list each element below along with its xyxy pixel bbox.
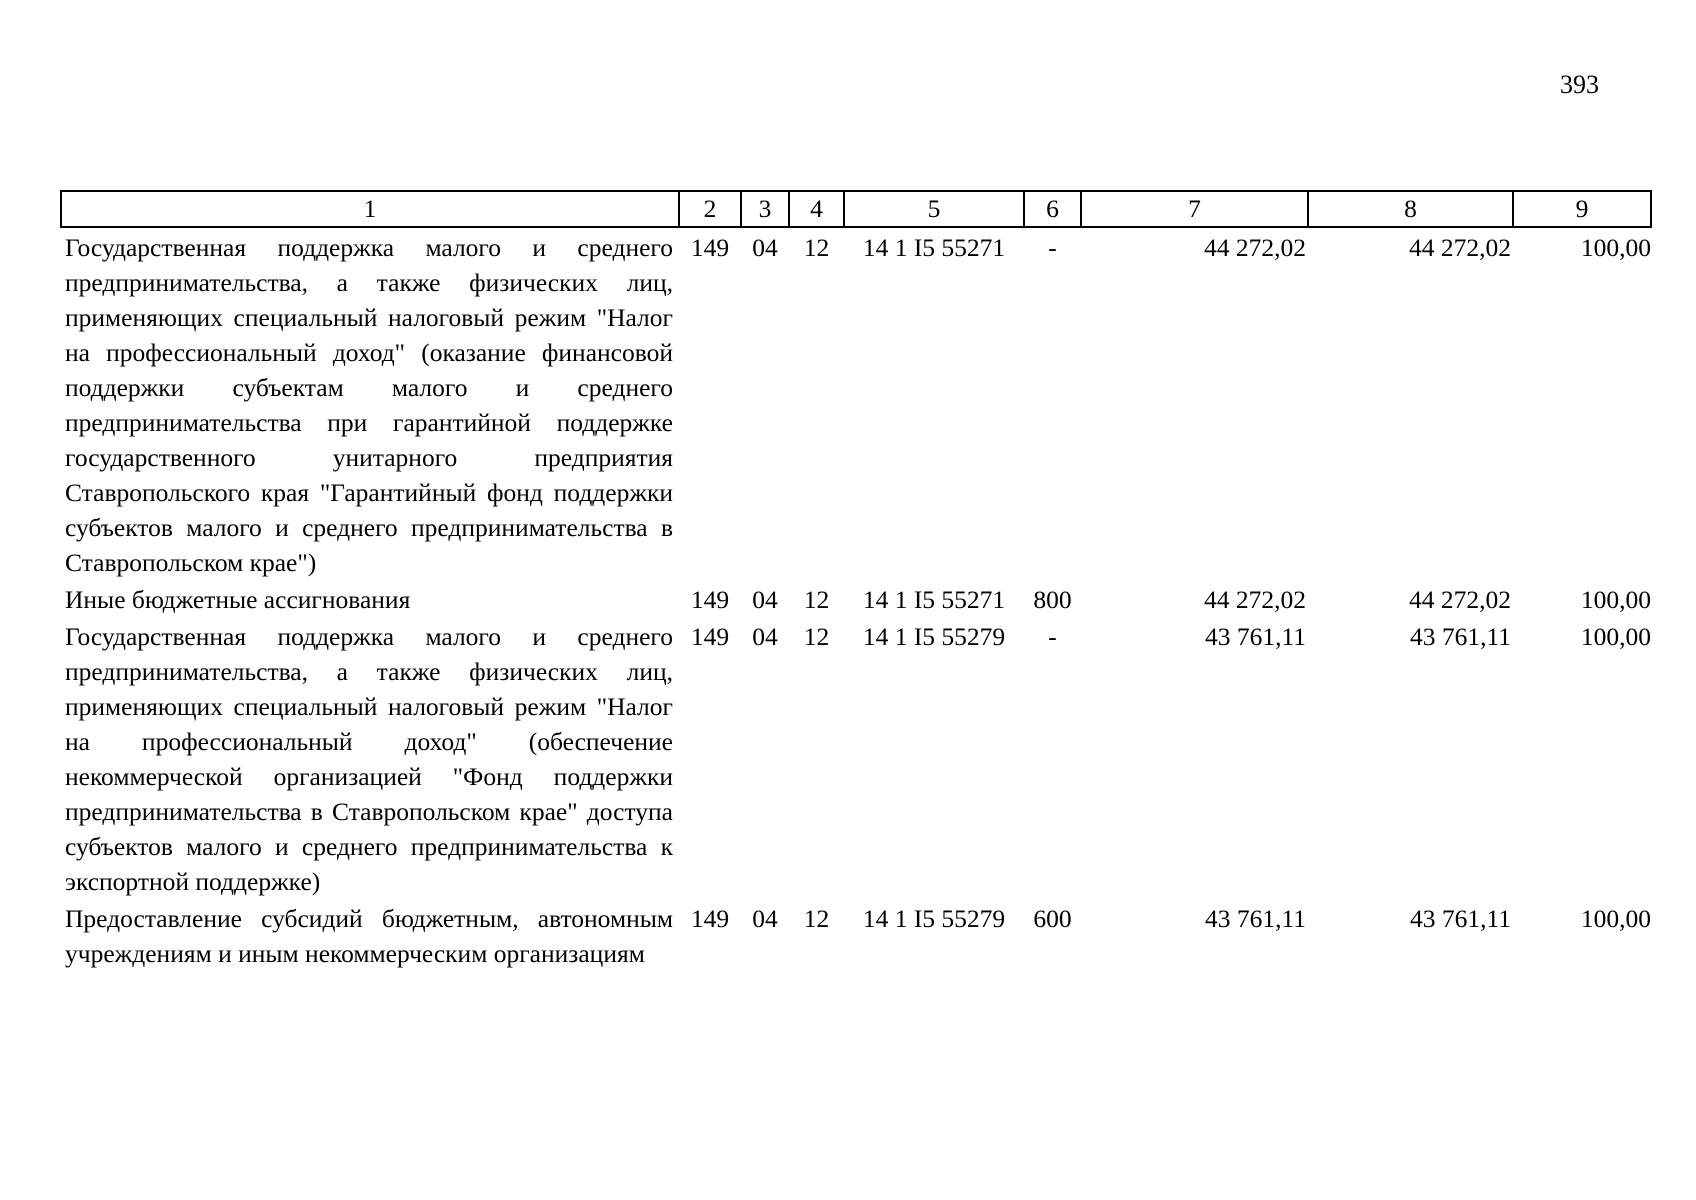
row-col-7-amount: 44 272,02 [1204,585,1306,614]
row-col-8-amount: 44 272,02 [1409,585,1511,614]
row-percent: 100,00 [1580,622,1651,651]
row-col-7-amount: 43 761,11 [1204,622,1306,651]
row-expense-type: - [1048,233,1057,262]
row-section: 04 [752,904,778,933]
row-name: Иные бюджетные ассигнования [65,585,411,614]
row-percent: 100,00 [1580,233,1651,262]
row-section: 04 [752,622,778,651]
header-col-2: 2 [679,191,741,227]
row-name: Предоставление субсидий бюджетным, автономным учреждениям и иным некоммерческим организациям [65,904,673,968]
row-percent: 100,00 [1580,904,1651,933]
table-header [61,191,1651,227]
header-col-5: 5 [844,191,1024,227]
table-row [61,617,1651,899]
header-row [61,191,1651,227]
row-name: Государственная поддержка малого и среднего предпринимательства, а также физических лиц, применяющих специальный налоговый режим "Налог на профессиональный доход" (оказание финансовой поддержки субъектам малого и среднего предпринимательства при гарантийной поддержке государственного унитарного предприятия Ставропольского края "Гарантийный фонд поддержки субъектов малого и среднего предпринимательства в Ставропольском крае") [65,233,673,577]
header-col-6: 6 [1024,191,1081,227]
header-col-8: 8 [1308,191,1513,227]
row-col-8-amount: 44 272,02 [1409,233,1511,262]
row-expense-type: 800 [1033,585,1072,614]
header-col-7: 7 [1081,191,1308,227]
table-row [61,227,1651,580]
table-body [61,227,1651,971]
row-admin-code: 149 [690,904,730,933]
row-admin-code: 149 [690,585,730,614]
row-subsection: 12 [803,233,830,262]
row-subsection: 12 [803,622,830,651]
row-target-article: 14 1 I5 55279 [862,904,1006,933]
row-section: 04 [752,585,778,614]
table-row [61,580,1651,617]
row-percent: 100,00 [1580,585,1651,614]
row-name: Государственная поддержка малого и среднего предпринимательства, а также физических лиц, применяющих специальный налоговый режим "Налог на профессиональный доход" (обеспечение некоммерческой организацией "Фонд поддержки предпринимательства в Ставропольском крае" доступа субъектов малого и среднего предпринимательства к экспортной поддержке) [65,622,673,896]
table-row [61,899,1651,971]
header-col-4: 4 [789,191,844,227]
header-col-3: 3 [741,191,789,227]
row-expense-type: - [1048,622,1057,651]
row-section: 04 [752,233,778,262]
budget-table [60,190,1652,971]
row-target-article: 14 1 I5 55271 [862,585,1006,614]
row-admin-code: 149 [690,233,730,262]
budget-table-container [60,190,1650,971]
row-subsection: 12 [803,585,830,614]
page-number: 393 [1560,70,1599,99]
row-col-8-amount: 43 761,11 [1409,622,1511,651]
row-target-article: 14 1 I5 55279 [862,622,1006,651]
row-admin-code: 149 [690,622,730,651]
header-col-9: 9 [1513,191,1651,227]
row-target-article: 14 1 I5 55271 [862,233,1006,262]
row-expense-type: 600 [1033,904,1072,933]
row-subsection: 12 [803,904,830,933]
row-col-7-amount: 44 272,02 [1204,233,1306,262]
row-col-8-amount: 43 761,11 [1409,904,1511,933]
header-col-1: 1 [61,191,679,227]
row-col-7-amount: 43 761,11 [1204,904,1306,933]
